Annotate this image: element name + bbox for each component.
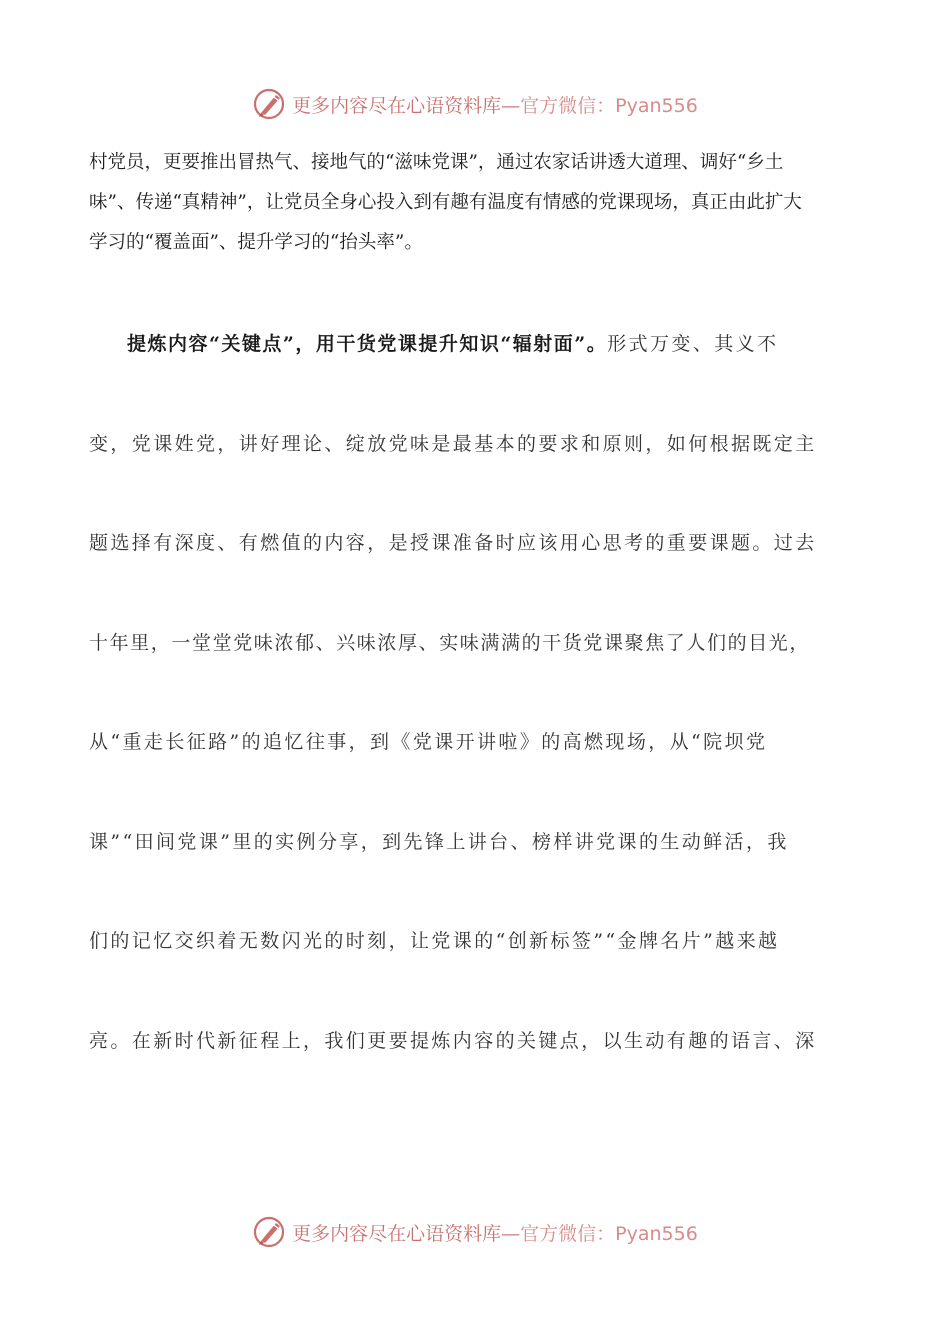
banner-wechat-text: 官方微信：Pyan556 xyxy=(520,94,698,117)
text-line: 变，党课姓党，讲好理论、绽放党味是最基本的要求和原则，如何根据既定主 xyxy=(89,432,817,455)
text-line: 们的记忆交织着无数闪光的时刻，让党课的“创新标签”“金牌名片”越来越 xyxy=(89,930,780,952)
pen-logo-icon xyxy=(252,86,288,122)
banner-text xyxy=(292,91,698,118)
paragraph-first-line xyxy=(89,295,864,395)
banner-text xyxy=(292,1219,698,1246)
paragraph-heading: 提炼内容“关键点”，用干货党课提升知识“辐射面”。 xyxy=(127,333,608,355)
banner-main-text: 更多内容尽在心语资料库 xyxy=(292,1222,502,1245)
text-line: 题选择有深度、有燃值的内容，是授课准备时应该用心思考的重要课题。过去 xyxy=(89,532,817,554)
text-line: 从“重走长征路”的追忆往事，到《党课开讲啦》的高燃现场，从“院坝党 xyxy=(89,731,768,753)
text-line: 十年里，一堂堂党味浓郁、兴味浓厚、实味满满的干货党课聚焦了人们的目光， xyxy=(89,631,811,654)
text-line: 村党员，更要推出冒热气、接地气的“滋味党课”，通过农家话讲透大道理、调好“乡土 xyxy=(89,152,784,173)
banner-dash: — xyxy=(501,1222,521,1245)
text-line-rest: 形式万变、其义不 xyxy=(607,333,779,355)
text-line: 亮。在新时代新征程上，我们更要提炼内容的关键点，以生动有趣的语言、深 xyxy=(89,1029,817,1052)
banner-wechat-text: 官方微信：Pyan556 xyxy=(520,1222,698,1245)
paragraph-key-points xyxy=(89,295,864,1091)
text-line: 课”“田间党课”里的实例分享，到先锋上讲台、榜样讲党课的生动鲜活，我 xyxy=(89,830,789,853)
banner-main-text: 更多内容尽在心语资料库 xyxy=(292,94,502,117)
pen-logo-icon xyxy=(252,1214,288,1250)
text-line: 味”、传递“真精神”，让党员全身心投入到有趣有温度有情感的党课现场，真正由此扩大 xyxy=(89,192,802,213)
text-line: 学习的“覆盖面”、提升学习的“抬头率”。 xyxy=(89,232,423,253)
footer-banner xyxy=(0,1212,950,1252)
banner-dash: — xyxy=(501,94,521,117)
header-banner xyxy=(0,84,950,124)
paragraph-continuation xyxy=(89,143,864,263)
